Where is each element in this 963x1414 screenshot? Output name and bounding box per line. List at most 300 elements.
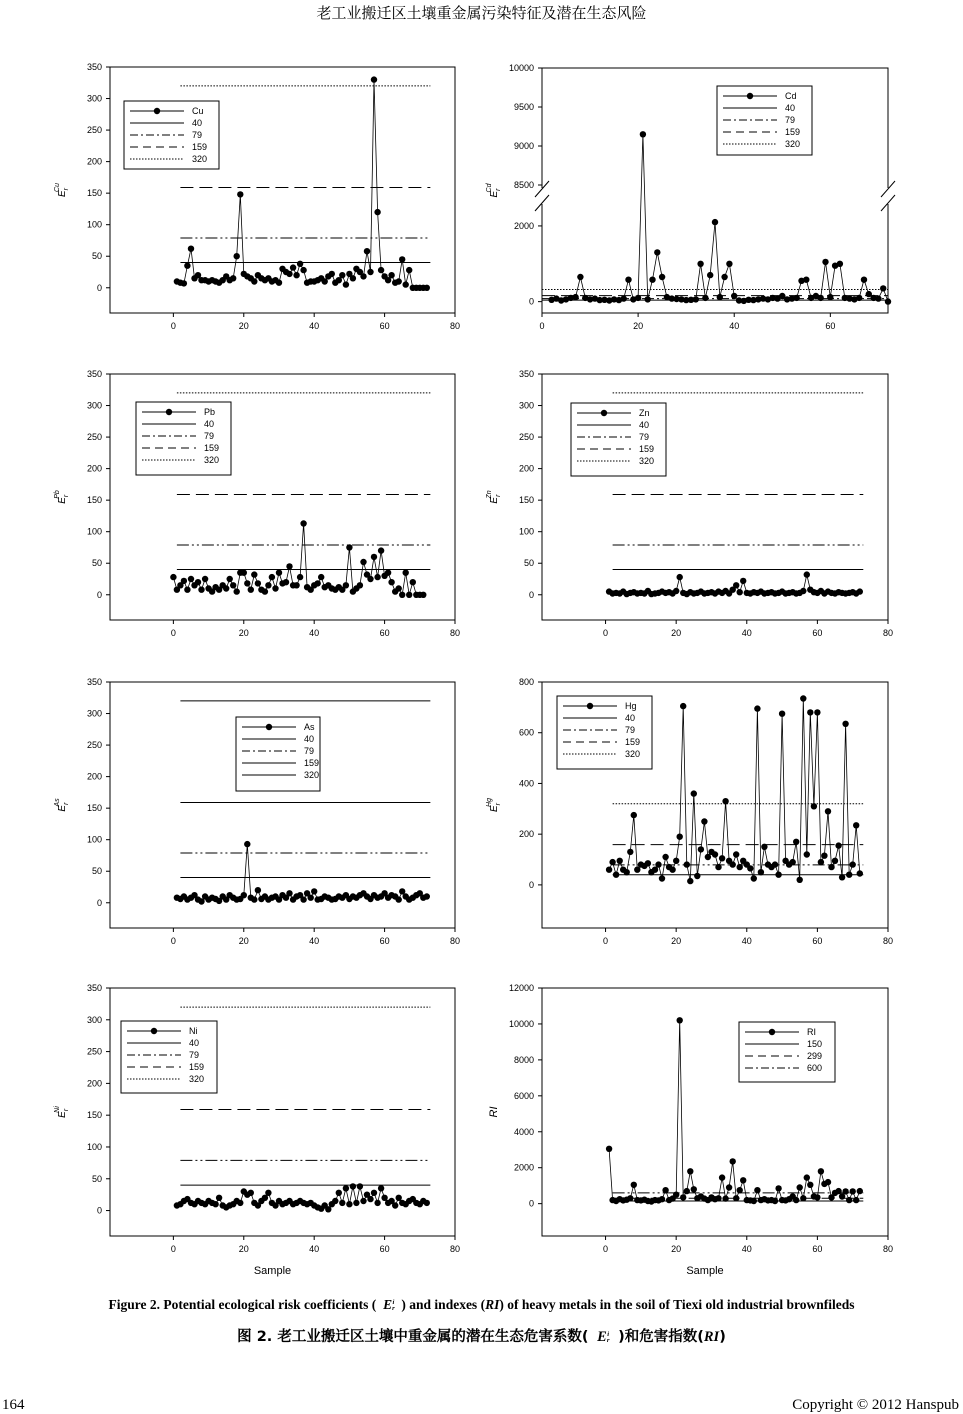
figure-caption-en bbox=[0, 1297, 963, 1313]
hg-data-point bbox=[772, 861, 778, 867]
ni-legend-label-3: 159 bbox=[189, 1062, 205, 1072]
cu-data-point bbox=[350, 275, 356, 281]
pb-data-point bbox=[262, 588, 268, 594]
hg-data-point bbox=[698, 846, 704, 852]
as-x-tick-label-2: 40 bbox=[309, 936, 320, 946]
ri-x-tick-label-0: 0 bbox=[603, 1244, 609, 1254]
cu-y-tick-label-4: 200 bbox=[86, 156, 102, 167]
ri-data-point bbox=[719, 1174, 725, 1180]
caption-en-part-1: Figure 2. Potential ecological risk coefficients ( bbox=[108, 1297, 377, 1312]
hg-data-point bbox=[751, 875, 757, 881]
as-legend-marker bbox=[266, 724, 272, 730]
as-y-tick-label-3: 150 bbox=[86, 803, 102, 814]
ni-x-tick-label-4: 80 bbox=[449, 1244, 461, 1254]
ri-x-axis-label: Sample bbox=[686, 1265, 724, 1277]
as-data-point bbox=[396, 896, 402, 902]
cu-data-point bbox=[403, 281, 409, 287]
pb-data-point bbox=[241, 570, 247, 576]
zn-x-tick-label-3: 60 bbox=[812, 628, 823, 638]
caption-symbol-zh-sub: r bbox=[606, 1336, 610, 1344]
ri-y-tick-label-5: 10000 bbox=[508, 1018, 534, 1029]
ri-data-point bbox=[850, 1188, 856, 1194]
cd-y-tick-label-2: 8500 bbox=[513, 180, 534, 190]
ni-y-tick-label-7: 350 bbox=[86, 983, 102, 993]
ni-y-tick-label-3: 150 bbox=[86, 1110, 102, 1121]
ri-data-point bbox=[807, 1182, 813, 1188]
cu-panel bbox=[54, 62, 460, 331]
hg-data-point bbox=[730, 861, 736, 867]
ri-x-tick-label-3: 60 bbox=[812, 1244, 823, 1254]
pb-data-point bbox=[188, 576, 194, 582]
hg-data-point bbox=[828, 864, 834, 870]
cd-x-tick-label-0: 0 bbox=[539, 321, 545, 331]
pb-legend-label-0: Pb bbox=[204, 407, 216, 417]
cu-data-point bbox=[371, 76, 377, 82]
ni-panel bbox=[54, 983, 460, 1277]
ni-data-point bbox=[374, 1200, 380, 1206]
hg-data-point bbox=[800, 695, 806, 701]
hg-data-point bbox=[673, 858, 679, 864]
caption-zh-ri: RI bbox=[703, 1329, 720, 1345]
hg-data-point bbox=[715, 864, 721, 870]
hg-data-point bbox=[779, 711, 785, 717]
as-data-point bbox=[241, 892, 247, 898]
hg-data-point bbox=[737, 864, 743, 870]
as-x-tick-label-3: 60 bbox=[379, 936, 390, 946]
pb-data-point bbox=[265, 582, 271, 588]
as-data-point bbox=[286, 890, 292, 896]
cu-data-point bbox=[360, 273, 366, 279]
pb-data-point bbox=[367, 576, 373, 582]
hg-legend-label-2: 79 bbox=[625, 725, 636, 735]
hg-data-point bbox=[814, 709, 820, 715]
hg-panel bbox=[486, 677, 893, 946]
cd-x-tick-label-3: 60 bbox=[825, 321, 836, 331]
zn-data-point bbox=[733, 582, 739, 588]
zn-x-tick-label-2: 40 bbox=[741, 628, 752, 638]
hg-data-point bbox=[775, 872, 781, 878]
pb-y-tick-label-3: 150 bbox=[86, 495, 102, 506]
cu-data-point bbox=[251, 278, 257, 284]
ni-x-tick-label-2: 40 bbox=[309, 1244, 320, 1254]
cd-data-point bbox=[707, 272, 713, 278]
cd-data-point bbox=[654, 249, 660, 255]
ri-data-point bbox=[726, 1184, 732, 1190]
pb-data-point bbox=[195, 579, 201, 585]
hg-legend-label-0: Hg bbox=[625, 701, 637, 711]
ni-data-point bbox=[424, 1200, 430, 1206]
ni-y-tick-label-2: 100 bbox=[86, 1141, 102, 1152]
pb-y-tick-label-0: 0 bbox=[96, 589, 102, 600]
ri-data-point bbox=[691, 1186, 697, 1192]
hg-data-point bbox=[613, 872, 619, 878]
cd-data-point bbox=[885, 298, 891, 304]
caption-en-part-3: ) of heavy metals in the soil of Tiexi old industrial brownfileds bbox=[499, 1297, 855, 1312]
ni-x-tick-label-0: 0 bbox=[170, 1244, 176, 1254]
ni-data-point bbox=[353, 1200, 359, 1206]
pb-data-point bbox=[357, 582, 363, 588]
pb-data-point bbox=[385, 570, 391, 576]
as-data-point bbox=[308, 895, 314, 901]
ri-data-point bbox=[740, 1177, 746, 1183]
as-x-tick-label-1: 20 bbox=[238, 936, 249, 946]
cd-x-tick-label-1: 20 bbox=[633, 321, 644, 331]
cu-data-point bbox=[367, 269, 373, 275]
zn-y-tick-label-1: 50 bbox=[523, 558, 534, 569]
as-legend-label-2: 79 bbox=[304, 746, 315, 756]
pb-data-point bbox=[371, 554, 377, 560]
pb-data-point bbox=[230, 582, 236, 588]
cu-legend-label-3: 159 bbox=[192, 142, 208, 152]
cu-y-tick-label-7: 350 bbox=[86, 62, 102, 72]
cu-data-point bbox=[290, 264, 296, 270]
as-y-tick-label-0: 0 bbox=[96, 897, 102, 908]
hg-data-point bbox=[804, 851, 810, 857]
cd-data-point bbox=[697, 261, 703, 267]
cu-data-point bbox=[188, 246, 194, 252]
pb-data-point bbox=[420, 592, 426, 598]
cd-y-tick-label-4: 9500 bbox=[513, 102, 534, 112]
page-number: 164 bbox=[2, 1397, 25, 1413]
cu-data-point bbox=[237, 191, 243, 197]
ri-y-tick-label-6: 12000 bbox=[508, 983, 534, 993]
hg-data-point bbox=[818, 859, 824, 865]
ri-legend-marker bbox=[769, 1029, 775, 1035]
ni-y-tick-label-1: 50 bbox=[91, 1173, 102, 1184]
pb-data-point bbox=[276, 570, 282, 576]
pb-x-tick-label-1: 20 bbox=[238, 628, 249, 638]
hg-x-tick-label-2: 40 bbox=[741, 936, 752, 946]
caption-symbol-sup: i bbox=[392, 1298, 395, 1306]
running-header: 老工业搬迁区土壤重金属污染特征及潜在生态风险 bbox=[316, 6, 647, 22]
cd-y-axis-label: $E_rCd$ bbox=[486, 183, 502, 198]
ri-y-axis-label: RI bbox=[488, 1106, 500, 1118]
cu-data-point bbox=[297, 261, 303, 267]
as-panel bbox=[54, 677, 460, 946]
ri-data-point bbox=[835, 1188, 841, 1194]
pb-data-point bbox=[399, 592, 405, 598]
ri-data-point bbox=[751, 1198, 757, 1204]
pb-data-point bbox=[403, 570, 409, 576]
hg-data-point bbox=[793, 839, 799, 845]
hg-data-point bbox=[645, 860, 651, 866]
hg-y-tick-label-3: 600 bbox=[518, 727, 534, 738]
cd-legend-label-2: 79 bbox=[785, 115, 796, 125]
as-data-point bbox=[244, 841, 250, 847]
pb-data-point bbox=[283, 579, 289, 585]
ni-data-point bbox=[357, 1183, 363, 1189]
pb-y-tick-label-5: 250 bbox=[86, 432, 102, 443]
cd-data-point bbox=[702, 295, 708, 301]
zn-data-point bbox=[677, 574, 683, 580]
as-y-tick-label-6: 300 bbox=[86, 708, 102, 719]
pb-y-tick-label-1: 50 bbox=[91, 558, 102, 569]
cd-data-point bbox=[731, 293, 737, 299]
hg-y-tick-label-0: 0 bbox=[528, 879, 534, 890]
cu-y-axis-label: $E_rCu$ bbox=[54, 183, 70, 197]
ri-legend-label-1: 150 bbox=[807, 1039, 823, 1049]
ri-y-tick-label-2: 4000 bbox=[513, 1126, 534, 1137]
ri-y-tick-label-1: 2000 bbox=[513, 1162, 534, 1173]
ri-data-point bbox=[754, 1187, 760, 1193]
cd-axis-break-gap bbox=[537, 188, 893, 204]
hg-data-point bbox=[747, 865, 753, 871]
cd-data-point bbox=[794, 295, 800, 301]
ni-y-tick-label-4: 200 bbox=[86, 1078, 102, 1089]
pb-data-point bbox=[181, 578, 187, 584]
hg-data-point bbox=[722, 798, 728, 804]
ri-data-point bbox=[606, 1146, 612, 1152]
ri-x-tick-label-2: 40 bbox=[741, 1244, 752, 1254]
hg-data-point bbox=[807, 709, 813, 715]
ri-data-point bbox=[737, 1187, 743, 1193]
hg-data-point bbox=[758, 869, 764, 875]
ri-data-point bbox=[800, 1195, 806, 1201]
ni-data-point bbox=[237, 1200, 243, 1206]
ri-x-tick-label-1: 20 bbox=[671, 1244, 682, 1254]
caption-en-ri: RI bbox=[485, 1297, 500, 1312]
cd-data-point bbox=[803, 277, 809, 283]
hg-data-point bbox=[821, 853, 827, 859]
pb-x-tick-label-2: 40 bbox=[309, 628, 320, 638]
ni-data-point bbox=[392, 1202, 398, 1208]
hg-data-point bbox=[754, 705, 760, 711]
hg-data-point bbox=[659, 875, 665, 881]
cu-data-point bbox=[329, 271, 335, 277]
ni-data-point bbox=[332, 1198, 338, 1204]
pb-y-axis-label: $E_rPb$ bbox=[54, 490, 70, 504]
ni-y-tick-label-0: 0 bbox=[96, 1205, 102, 1216]
hg-data-point bbox=[761, 844, 767, 850]
pb-data-point bbox=[343, 582, 349, 588]
cu-data-point bbox=[286, 271, 292, 277]
ni-data-point bbox=[371, 1190, 377, 1196]
hg-data-point bbox=[733, 851, 739, 857]
zn-legend-label-1: 40 bbox=[639, 420, 650, 430]
cu-y-tick-label-2: 100 bbox=[86, 219, 102, 230]
ri-data-point bbox=[857, 1188, 863, 1194]
cd-data-point bbox=[717, 294, 723, 300]
hg-data-point bbox=[631, 812, 637, 818]
hg-y-tick-label-1: 200 bbox=[518, 829, 534, 840]
pb-data-point bbox=[360, 559, 366, 565]
ni-data-point bbox=[336, 1190, 342, 1196]
ri-data-point bbox=[722, 1195, 728, 1201]
ri-data-point bbox=[627, 1195, 633, 1201]
cu-data-point bbox=[364, 248, 370, 254]
ri-data-point bbox=[814, 1194, 820, 1200]
ni-data-point bbox=[367, 1196, 373, 1202]
cd-data-point bbox=[880, 285, 886, 291]
caption-symbol-zh bbox=[594, 1329, 614, 1345]
ri-legend-label-2: 299 bbox=[807, 1051, 823, 1061]
cd-data-point bbox=[712, 219, 718, 225]
cu-legend-label-2: 79 bbox=[192, 130, 203, 140]
hg-data-point bbox=[617, 858, 623, 864]
cu-data-point bbox=[378, 267, 384, 273]
cd-x-tick-label-2: 40 bbox=[729, 321, 740, 331]
cd-data-point bbox=[572, 294, 578, 300]
cd-data-point bbox=[621, 295, 627, 301]
ni-x-axis-label: Sample bbox=[253, 1265, 292, 1277]
ni-x-tick-label-1: 20 bbox=[238, 1244, 249, 1254]
cd-data-point bbox=[721, 274, 727, 280]
hg-data-point bbox=[662, 854, 668, 860]
cu-data-point bbox=[234, 253, 240, 259]
hg-data-point bbox=[853, 822, 859, 828]
cd-y-tick-label-3: 9000 bbox=[513, 141, 534, 151]
pb-data-point bbox=[251, 571, 257, 577]
hg-data-point bbox=[811, 803, 817, 809]
ni-data-point bbox=[360, 1198, 366, 1204]
ri-data-point bbox=[673, 1192, 679, 1198]
pb-data-point bbox=[198, 587, 204, 593]
pb-data-point bbox=[300, 520, 306, 526]
hg-data-point bbox=[694, 873, 700, 879]
as-y-tick-label-7: 350 bbox=[86, 677, 102, 687]
cu-data-point bbox=[339, 272, 345, 278]
as-data-point bbox=[251, 896, 257, 902]
cd-data-point bbox=[837, 261, 843, 267]
pb-data-point bbox=[346, 544, 352, 550]
pb-data-point bbox=[410, 579, 416, 585]
cd-legend-label-0: Cd bbox=[785, 91, 797, 101]
ri-data-point bbox=[825, 1179, 831, 1185]
ri-legend-label-0: RI bbox=[807, 1027, 816, 1037]
pb-legend-label-2: 79 bbox=[204, 431, 215, 441]
zn-legend-marker bbox=[601, 410, 607, 416]
cu-data-point bbox=[343, 281, 349, 287]
pb-data-point bbox=[406, 592, 412, 598]
cd-legend-label-4: 320 bbox=[785, 139, 801, 149]
cu-data-point bbox=[276, 280, 282, 286]
ri-data-point bbox=[715, 1195, 721, 1201]
cu-y-tick-label-5: 250 bbox=[86, 125, 102, 136]
ni-data-point bbox=[343, 1185, 349, 1191]
pb-data-point bbox=[318, 574, 324, 580]
as-y-axis-label: $E_rAs$ bbox=[54, 798, 70, 812]
cd-data-point bbox=[822, 259, 828, 265]
caption-symbol-zh-sup: i bbox=[607, 1330, 610, 1338]
ri-x-tick-label-4: 80 bbox=[882, 1244, 894, 1254]
caption-zh-part-1: 图 2. 老工业搬迁区土壤中重金属的潜在生态危害系数( bbox=[237, 1329, 589, 1345]
pb-data-point bbox=[255, 580, 261, 586]
cu-x-tick-label-1: 20 bbox=[238, 321, 249, 331]
ri-data-point bbox=[846, 1197, 852, 1203]
pb-x-tick-label-4: 80 bbox=[449, 628, 461, 638]
zn-data-point bbox=[800, 588, 806, 594]
zn-data-point bbox=[737, 589, 743, 595]
cu-data-point bbox=[374, 209, 380, 215]
hg-data-point bbox=[857, 870, 863, 876]
zn-y-tick-label-7: 350 bbox=[518, 369, 534, 379]
cd-data-point bbox=[649, 277, 655, 283]
zn-y-tick-label-2: 100 bbox=[518, 526, 534, 537]
hg-data-point bbox=[609, 859, 615, 865]
hg-legend-label-4: 320 bbox=[625, 749, 641, 759]
hg-data-point bbox=[797, 877, 803, 883]
cu-y-tick-label-3: 150 bbox=[86, 188, 102, 199]
hg-x-tick-label-1: 20 bbox=[671, 936, 682, 946]
as-data-point bbox=[424, 893, 430, 899]
cu-data-point bbox=[300, 267, 306, 273]
cd-data-point bbox=[625, 277, 631, 283]
pb-data-point bbox=[378, 547, 384, 553]
zn-data-point bbox=[804, 571, 810, 577]
cd-data-point bbox=[659, 274, 665, 280]
zn-panel bbox=[486, 369, 893, 638]
pb-y-tick-label-4: 200 bbox=[86, 463, 102, 474]
ni-data-point bbox=[346, 1201, 352, 1207]
pb-data-point bbox=[202, 576, 208, 582]
hg-x-tick-label-3: 60 bbox=[812, 936, 823, 946]
as-y-tick-label-2: 100 bbox=[86, 834, 102, 845]
cd-y-tick-label-5: 10000 bbox=[508, 63, 534, 73]
ri-data-point bbox=[680, 1194, 686, 1200]
as-legend-label-3: 159 bbox=[304, 758, 320, 768]
ni-legend-label-1: 40 bbox=[189, 1038, 200, 1048]
cu-x-tick-label-4: 80 bbox=[449, 321, 461, 331]
as-x-tick-label-0: 0 bbox=[170, 936, 176, 946]
hg-legend-label-3: 159 bbox=[625, 737, 641, 747]
cd-y-tick-label-0: 0 bbox=[528, 296, 534, 307]
ri-data-point bbox=[772, 1198, 778, 1204]
as-y-tick-label-1: 50 bbox=[91, 866, 102, 877]
pb-y-tick-label-6: 300 bbox=[86, 400, 102, 411]
cu-y-tick-label-6: 300 bbox=[86, 93, 102, 104]
caption-symbol-sub: r bbox=[392, 1304, 395, 1312]
hg-data-point bbox=[825, 808, 831, 814]
ni-data-point bbox=[248, 1190, 254, 1196]
pb-data-point bbox=[272, 585, 278, 591]
cu-x-tick-label-2: 40 bbox=[309, 321, 320, 331]
caption-en-part-2: ) and indexes ( bbox=[401, 1297, 486, 1312]
cd-data-point bbox=[875, 295, 881, 301]
cd-data-point bbox=[827, 294, 833, 300]
as-data-point bbox=[311, 888, 317, 894]
cu-data-point bbox=[293, 272, 299, 278]
hg-data-point bbox=[677, 834, 683, 840]
cu-data-point bbox=[388, 272, 394, 278]
cu-legend-label-1: 40 bbox=[192, 118, 203, 128]
cu-y-tick-label-0: 0 bbox=[96, 282, 102, 293]
ri-data-point bbox=[631, 1182, 637, 1188]
pb-data-point bbox=[244, 580, 250, 586]
zn-legend-label-0: Zn bbox=[639, 408, 650, 418]
zn-data-point bbox=[857, 588, 863, 594]
pb-x-tick-label-3: 60 bbox=[379, 628, 390, 638]
cu-data-point bbox=[184, 263, 190, 269]
ri-data-point bbox=[687, 1168, 693, 1174]
ri-data-point bbox=[775, 1185, 781, 1191]
caption-zh-part-3: ) bbox=[719, 1329, 726, 1345]
hg-data-point bbox=[701, 818, 707, 824]
cu-legend-marker bbox=[154, 108, 160, 114]
pb-y-tick-label-2: 100 bbox=[86, 526, 102, 537]
cu-x-tick-label-0: 0 bbox=[170, 321, 176, 331]
cd-data-point bbox=[640, 131, 646, 137]
hg-data-point bbox=[712, 851, 718, 857]
ni-data-point bbox=[339, 1200, 345, 1206]
hg-data-point bbox=[850, 861, 856, 867]
ni-y-axis-label: $E_rNi$ bbox=[54, 1106, 70, 1118]
as-legend-label-1: 40 bbox=[304, 734, 315, 744]
hg-data-point bbox=[624, 869, 630, 875]
cu-legend-label-4: 320 bbox=[192, 154, 208, 164]
as-data-point bbox=[300, 896, 306, 902]
figure-caption-zh bbox=[0, 1325, 963, 1346]
ni-data-point bbox=[212, 1201, 218, 1207]
